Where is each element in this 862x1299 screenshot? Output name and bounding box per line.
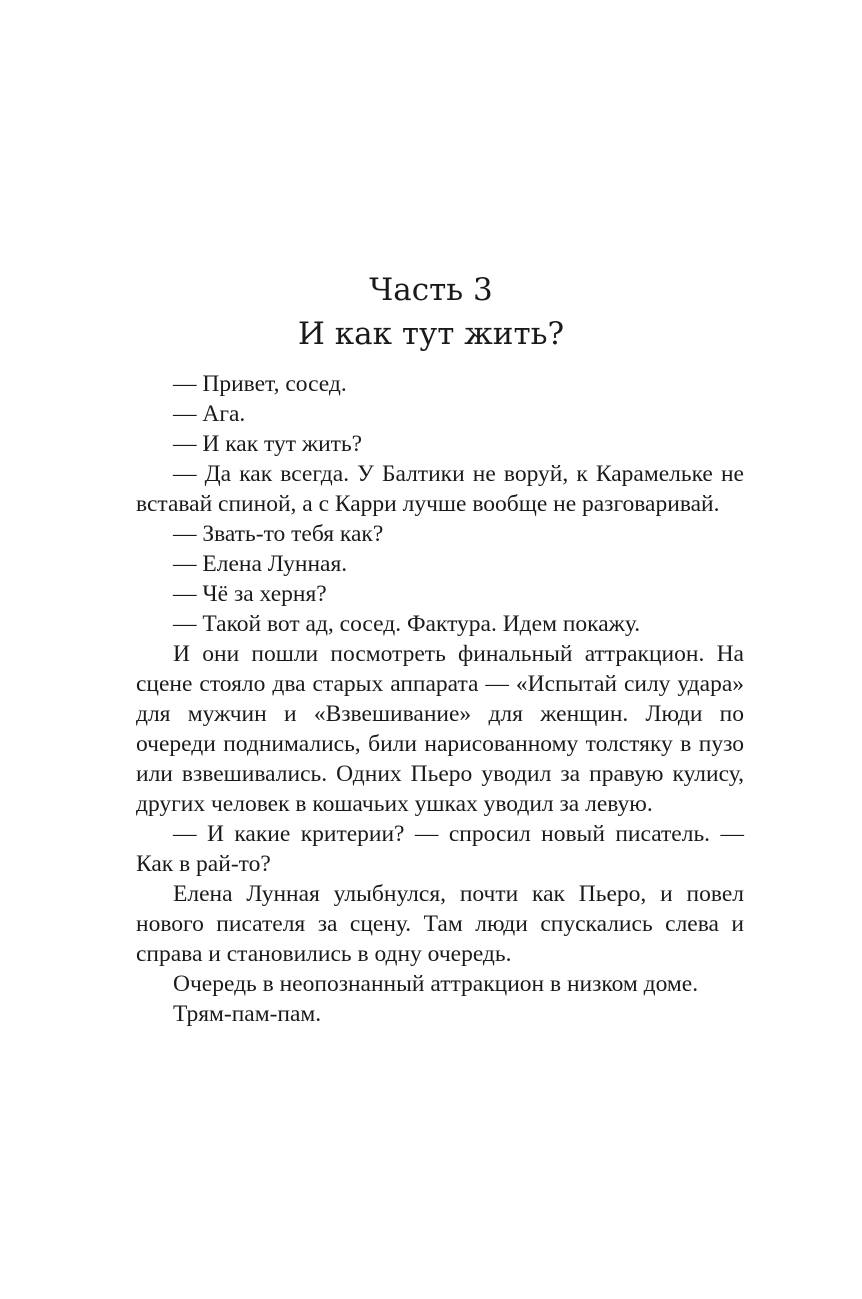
paragraph: Очередь в неопознанный аттракцион в низком доме. — [173, 971, 699, 997]
chapter-body — [136, 369, 744, 1029]
chapter-title: И как тут жить? — [297, 316, 565, 352]
paragraph: Елена Лунная улыбнулся, почти как Пьеро, и повел нового писателя за сцену. Там люди спускались слева и справа и становились в одну очередь. — [136, 881, 744, 967]
paragraph: — Елена Лунная. — [173, 551, 348, 577]
chapter-heading — [0, 268, 862, 356]
paragraph: — И какие критерии? — спросил новый писатель. — Как в рай-то? — [136, 821, 744, 877]
paragraph: Трям-пам-пам. — [173, 1001, 322, 1027]
paragraph: — И как тут жить? — [173, 431, 363, 457]
paragraph: — Звать-то тебя как? — [173, 521, 384, 547]
paragraph: — Такой вот ад, сосед. Фактура. Идем покажу. — [173, 611, 641, 637]
paragraph: — Привет, сосед. — [173, 371, 347, 397]
paragraph: — Чё за херня? — [173, 581, 327, 607]
paragraph: — Ага. — [173, 401, 246, 427]
chapter-part-label: Часть 3 — [369, 272, 493, 308]
paragraph: И они пошли посмотреть финальный аттракцион. На сцене стояло два старых аппарата — «Испытай силу удара» для мужчин и «Взвешивание» для женщин. Люди по очереди поднимались, били нарисованному толстяку в пузо или взвешивались. Одних Пьеро уводил за правую кулису, других человек в кошачьих ушках уводил за левую. — [136, 641, 744, 817]
paragraph: — Да как всегда. У Балтики не воруй, к Карамельке не вставай спиной, а с Карри лучше вообще не разговаривай. — [136, 461, 744, 517]
